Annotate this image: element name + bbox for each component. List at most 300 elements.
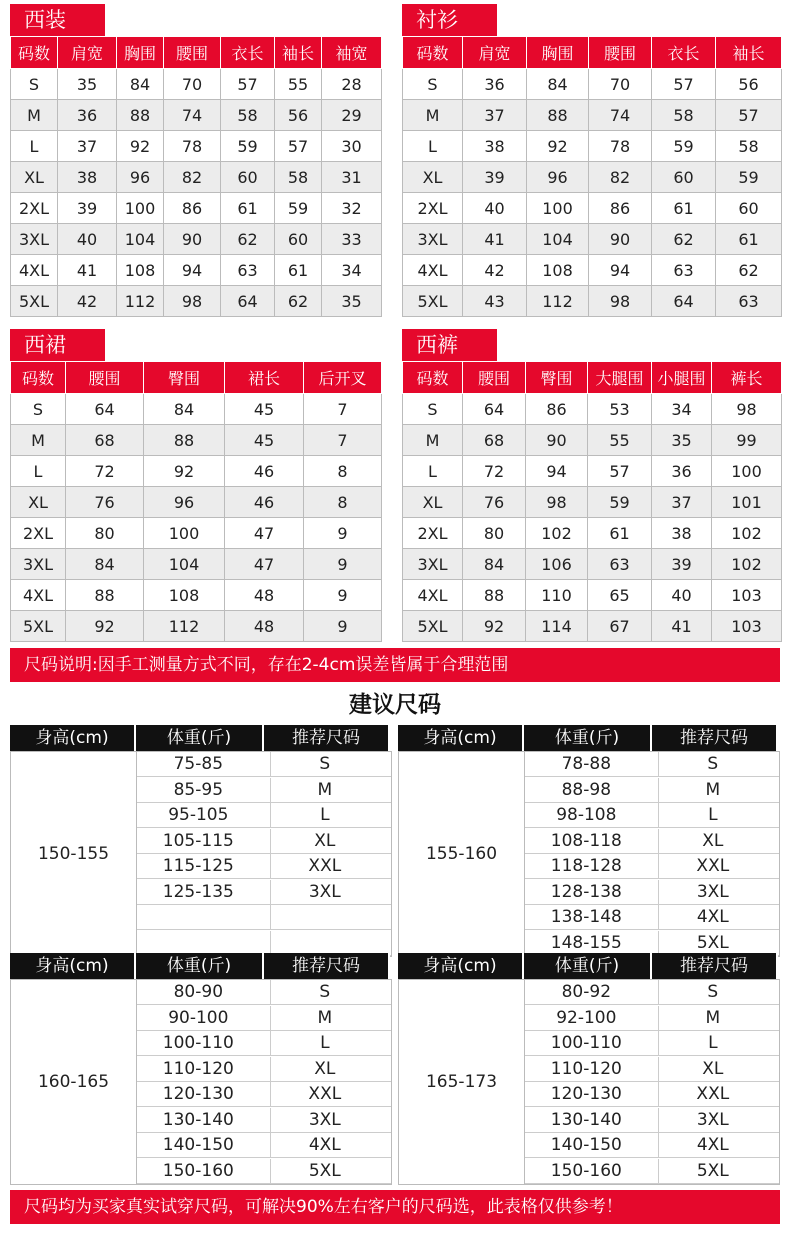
column-header: 码数 <box>11 37 58 69</box>
recommended-size: M <box>705 779 721 800</box>
recommend-column-header: 体重(斤) <box>136 725 264 751</box>
recommend-row <box>137 803 391 828</box>
table-cell: 100 <box>527 193 589 224</box>
recommend-row <box>137 1133 391 1158</box>
recommend-row <box>525 1133 779 1158</box>
table-cell: 55 <box>275 69 322 100</box>
table-row <box>403 162 782 193</box>
recommend-column-header: 推荐尺码 <box>652 725 778 751</box>
table-row <box>11 162 382 193</box>
recommend-block <box>398 751 780 957</box>
table-cell: 29 <box>322 100 382 131</box>
table-cell: 59 <box>221 131 275 162</box>
table-cell: 57 <box>652 69 716 100</box>
table-row <box>11 487 382 518</box>
table-cell: 56 <box>275 100 322 131</box>
table-cell: 76 <box>463 487 526 518</box>
table-cell: 63 <box>588 549 652 580</box>
recommended-size: S <box>707 982 719 1002</box>
table-cell: 103 <box>712 611 782 642</box>
table-cell: 62 <box>221 224 275 255</box>
height-range: 165-173 <box>399 980 525 1184</box>
suit-size-table <box>10 4 382 317</box>
recommended-size: S <box>319 754 331 774</box>
table-cell: 80 <box>463 518 526 549</box>
table-cell: 96 <box>527 162 589 193</box>
table-cell: 36 <box>58 100 117 131</box>
column-header: 衣长 <box>221 37 275 69</box>
table-cell: 70 <box>589 69 652 100</box>
shirt-table-title: 衬衫 <box>402 4 497 36</box>
suit-table-title: 西装 <box>10 4 105 36</box>
table-cell: 62 <box>652 224 716 255</box>
table-cell: 94 <box>164 255 221 286</box>
table-cell: 106 <box>526 549 588 580</box>
table-cell: 96 <box>117 162 164 193</box>
recommend-header-row <box>10 953 390 979</box>
column-header: 腰围 <box>463 362 526 394</box>
recommend-row <box>137 980 391 1005</box>
table-cell: 38 <box>652 518 712 549</box>
table-cell: 37 <box>463 100 527 131</box>
weight-range: 150-160 <box>525 1159 659 1183</box>
table-cell: M <box>403 425 463 456</box>
table-cell: 101 <box>712 487 782 518</box>
weight-range: 150-160 <box>137 1159 271 1183</box>
table-cell: XL <box>11 162 58 193</box>
weight-range: 120-130 <box>525 1082 659 1106</box>
weight-range: 108-118 <box>525 829 659 853</box>
column-header: 胸围 <box>527 37 589 69</box>
table-cell: 57 <box>716 100 782 131</box>
table-cell: 114 <box>526 611 588 642</box>
table-cell: 61 <box>221 193 275 224</box>
table-cell: 45 <box>225 425 304 456</box>
table-row <box>11 394 382 425</box>
table-cell: L <box>403 131 463 162</box>
table-cell: 88 <box>66 580 144 611</box>
table-cell: 100 <box>712 456 782 487</box>
recommend-row <box>525 1031 779 1056</box>
table-cell: 103 <box>712 580 782 611</box>
weight-range: 92-100 <box>525 1006 659 1030</box>
table-cell: 74 <box>589 100 652 131</box>
recommended-size <box>271 931 391 955</box>
recommend-column-header: 推荐尺码 <box>264 725 390 751</box>
footer-note-banner: 尺码均为买家真实试穿尺码，可解决90%左右客户的尺码选，此表格仅供参考！ <box>10 1190 780 1224</box>
recommended-size: 3XL <box>696 1109 729 1130</box>
recommend-row <box>525 980 779 1005</box>
recommend-block <box>10 979 392 1185</box>
weight-range: 75-85 <box>137 752 271 776</box>
recommended-size: L <box>320 805 330 825</box>
column-header: 肩宽 <box>463 37 527 69</box>
recommended-size <box>271 905 391 929</box>
table-cell: 72 <box>66 456 144 487</box>
recommend-header-row <box>398 725 778 751</box>
table-cell: 92 <box>463 611 526 642</box>
table-cell: 53 <box>588 394 652 425</box>
table-cell: 48 <box>225 580 304 611</box>
table-cell: 86 <box>164 193 221 224</box>
column-header: 码数 <box>11 362 66 394</box>
table-cell: 3XL <box>11 549 66 580</box>
skirt-table-grid <box>10 361 382 642</box>
table-cell: 58 <box>275 162 322 193</box>
column-header: 后开叉 <box>304 362 382 394</box>
table-cell: 65 <box>588 580 652 611</box>
table-cell: 39 <box>463 162 527 193</box>
recommend-row <box>137 1159 391 1184</box>
table-cell: 100 <box>117 193 164 224</box>
recommend-row <box>525 829 779 854</box>
column-header: 肩宽 <box>58 37 117 69</box>
table-cell: 84 <box>144 394 225 425</box>
table-cell: 68 <box>66 425 144 456</box>
recommended-size: S <box>707 754 719 774</box>
recommended-size: M <box>317 779 333 800</box>
table-cell: 60 <box>275 224 322 255</box>
table-row <box>403 193 782 224</box>
recommend-row <box>525 880 779 905</box>
table-row <box>403 100 782 131</box>
table-cell: 98 <box>712 394 782 425</box>
table-cell: M <box>403 100 463 131</box>
table-cell: 4XL <box>11 580 66 611</box>
table-row <box>403 224 782 255</box>
table-cell: 2XL <box>403 193 463 224</box>
recommended-size: 4XL <box>696 1135 729 1155</box>
table-cell: 92 <box>66 611 144 642</box>
recommended-size: 3XL <box>308 881 341 902</box>
skirt-size-table <box>10 329 382 642</box>
column-header: 衣长 <box>652 37 716 69</box>
table-cell: 39 <box>58 193 117 224</box>
recommended-size: XL <box>702 830 724 851</box>
table-cell: 46 <box>225 487 304 518</box>
table-cell: 31 <box>322 162 382 193</box>
recommended-size: XXL <box>696 856 730 876</box>
table-row <box>11 224 382 255</box>
weight-range: 110-120 <box>137 1057 271 1081</box>
recommend-column-header: 身高(cm) <box>10 953 136 979</box>
column-header: 裤长 <box>712 362 782 394</box>
column-header: 腰围 <box>66 362 144 394</box>
recommend-row <box>525 1006 779 1031</box>
table-cell: 60 <box>652 162 716 193</box>
weight-range: 115-125 <box>137 854 271 878</box>
column-header: 袖长 <box>716 37 782 69</box>
table-cell: 8 <box>304 456 382 487</box>
recommend-column-header: 身高(cm) <box>398 725 524 751</box>
table-cell: XL <box>11 487 66 518</box>
table-cell: 55 <box>588 425 652 456</box>
table-cell: 100 <box>144 518 225 549</box>
recommend-row <box>137 1031 391 1056</box>
table-cell: 61 <box>275 255 322 286</box>
table-cell: 40 <box>652 580 712 611</box>
weight-range: 105-115 <box>137 829 271 853</box>
table-cell: 3XL <box>11 224 58 255</box>
recommend-row <box>137 1108 391 1133</box>
table-cell: 98 <box>526 487 588 518</box>
recommended-size: L <box>708 805 718 825</box>
table-cell: 41 <box>463 224 527 255</box>
table-cell: 2XL <box>11 193 58 224</box>
recommended-size: 5XL <box>696 932 729 953</box>
table-cell: 41 <box>652 611 712 642</box>
recommend-column-header: 体重(斤) <box>136 953 264 979</box>
table-cell: 60 <box>716 193 782 224</box>
table-cell: S <box>11 394 66 425</box>
recommend-column-header: 身高(cm) <box>398 953 524 979</box>
table-cell: 3XL <box>403 224 463 255</box>
table-cell: 86 <box>526 394 588 425</box>
table-cell: 112 <box>527 286 589 317</box>
recommend-row <box>525 803 779 828</box>
table-cell: 62 <box>275 286 322 317</box>
table-cell: 35 <box>322 286 382 317</box>
recommend-title: 建议尺码 <box>349 692 441 718</box>
recommend-row <box>525 1108 779 1133</box>
table-cell: 46 <box>225 456 304 487</box>
table-cell: 39 <box>652 549 712 580</box>
table-cell: L <box>11 456 66 487</box>
weight-range <box>137 905 271 929</box>
recommend-row <box>525 752 779 777</box>
table-cell: 92 <box>144 456 225 487</box>
recommend-row <box>525 854 779 879</box>
recommended-size: XXL <box>308 1084 342 1104</box>
recommended-size: 3XL <box>308 1109 341 1130</box>
weight-range: 125-135 <box>137 880 271 904</box>
table-cell: 8 <box>304 487 382 518</box>
table-cell: 33 <box>322 224 382 255</box>
weight-range: 98-108 <box>525 803 659 827</box>
table-cell: 35 <box>652 425 712 456</box>
table-cell: 88 <box>117 100 164 131</box>
weight-range: 130-140 <box>525 1108 659 1132</box>
weight-range: 138-148 <box>525 905 659 929</box>
table-cell: 5XL <box>403 286 463 317</box>
weight-range: 85-95 <box>137 778 271 802</box>
table-row <box>11 611 382 642</box>
table-cell: 30 <box>322 131 382 162</box>
table-cell: 78 <box>589 131 652 162</box>
recommended-size: XL <box>314 1058 336 1079</box>
table-cell: 64 <box>221 286 275 317</box>
table-cell: 4XL <box>403 580 463 611</box>
height-range: 160-165 <box>11 980 137 1184</box>
table-cell: 63 <box>716 286 782 317</box>
table-cell: 57 <box>275 131 322 162</box>
recommend-row <box>137 854 391 879</box>
table-cell: 84 <box>463 549 526 580</box>
table-cell: 42 <box>463 255 527 286</box>
weight-range: 90-100 <box>137 1006 271 1030</box>
recommend-row <box>137 905 391 930</box>
table-cell: 108 <box>144 580 225 611</box>
table-cell: XL <box>403 487 463 518</box>
table-cell: 9 <box>304 549 382 580</box>
column-header: 小腿围 <box>652 362 712 394</box>
recommend-row <box>525 1082 779 1107</box>
table-cell: 102 <box>712 549 782 580</box>
recommended-size: 3XL <box>696 881 729 902</box>
table-cell: 84 <box>117 69 164 100</box>
recommended-size: XL <box>314 830 336 851</box>
table-cell: 82 <box>589 162 652 193</box>
table-cell: 61 <box>588 518 652 549</box>
table-cell: 84 <box>66 549 144 580</box>
skirt-table-title: 西裙 <box>10 329 105 361</box>
table-cell: 28 <box>322 69 382 100</box>
table-cell: 4XL <box>11 255 58 286</box>
recommended-size: 4XL <box>308 1135 341 1155</box>
table-cell: 59 <box>275 193 322 224</box>
recommend-header-row <box>10 725 390 751</box>
recommend-column-header: 身高(cm) <box>10 725 136 751</box>
table-cell: 92 <box>117 131 164 162</box>
recommend-row <box>137 829 391 854</box>
weight-range: 140-150 <box>525 1133 659 1157</box>
table-cell: 58 <box>221 100 275 131</box>
table-row <box>11 100 382 131</box>
table-cell: 57 <box>588 456 652 487</box>
table-row <box>11 549 382 580</box>
table-cell: 36 <box>463 69 527 100</box>
recommended-size: 5XL <box>308 1160 341 1181</box>
recommend-row <box>525 931 779 956</box>
weight-range: 100-110 <box>137 1031 271 1055</box>
weight-range: 120-130 <box>137 1082 271 1106</box>
table-cell: 48 <box>225 611 304 642</box>
table-cell: 70 <box>164 69 221 100</box>
recommended-size: XL <box>702 1058 724 1079</box>
column-header: 臀围 <box>144 362 225 394</box>
table-cell: L <box>11 131 58 162</box>
table-cell: S <box>403 69 463 100</box>
recommended-size: L <box>708 1033 718 1053</box>
recommend-column-header: 体重(斤) <box>524 953 652 979</box>
table-cell: 35 <box>58 69 117 100</box>
table-row <box>403 580 782 611</box>
table-cell: M <box>11 425 66 456</box>
table-cell: 5XL <box>403 611 463 642</box>
table-cell: 90 <box>589 224 652 255</box>
table-row <box>11 286 382 317</box>
recommended-size: 5XL <box>696 1160 729 1181</box>
table-cell: 38 <box>463 131 527 162</box>
table-cell: 112 <box>117 286 164 317</box>
recommend-row <box>525 905 779 930</box>
table-cell: 90 <box>164 224 221 255</box>
table-cell: 7 <box>304 394 382 425</box>
table-cell: 90 <box>526 425 588 456</box>
column-header: 码数 <box>403 362 463 394</box>
table-cell: 63 <box>652 255 716 286</box>
weight-range: 78-88 <box>525 752 659 776</box>
recommend-row <box>137 1057 391 1082</box>
weight-range: 95-105 <box>137 803 271 827</box>
table-cell: 86 <box>589 193 652 224</box>
recommend-column-header: 推荐尺码 <box>264 953 390 979</box>
table-cell: 32 <box>322 193 382 224</box>
table-cell: 64 <box>652 286 716 317</box>
table-cell: 96 <box>144 487 225 518</box>
table-cell: 9 <box>304 518 382 549</box>
recommended-size: XXL <box>308 856 342 876</box>
table-cell: 34 <box>322 255 382 286</box>
table-row <box>11 425 382 456</box>
weight-range: 148-155 <box>525 931 659 955</box>
table-cell: 104 <box>117 224 164 255</box>
recommend-row <box>137 778 391 803</box>
pants-table-grid <box>402 361 782 642</box>
column-header: 腰围 <box>164 37 221 69</box>
weight-range: 130-140 <box>137 1108 271 1132</box>
recommend-row <box>525 1159 779 1184</box>
recommend-row <box>525 1057 779 1082</box>
table-cell: 57 <box>221 69 275 100</box>
height-range: 155-160 <box>399 752 525 956</box>
table-cell: XL <box>403 162 463 193</box>
suit-table-grid <box>10 36 382 317</box>
recommended-size: S <box>319 982 331 1002</box>
weight-range: 118-128 <box>525 854 659 878</box>
table-cell: L <box>403 456 463 487</box>
table-cell: 98 <box>164 286 221 317</box>
table-cell: 99 <box>712 425 782 456</box>
table-cell: 102 <box>712 518 782 549</box>
measurement-note-banner: 尺码说明:因手工测量方式不同，存在2-4cm误差皆属于合理范围 <box>10 648 780 682</box>
table-row <box>403 286 782 317</box>
table-cell: 38 <box>58 162 117 193</box>
recommend-row <box>137 880 391 905</box>
table-cell: 47 <box>225 518 304 549</box>
table-cell: 92 <box>527 131 589 162</box>
column-header: 大腿围 <box>588 362 652 394</box>
recommend-block <box>398 979 780 1185</box>
shirt-table-grid <box>402 36 782 317</box>
table-cell: 60 <box>221 162 275 193</box>
table-cell: 3XL <box>403 549 463 580</box>
shirt-size-table <box>402 4 782 317</box>
pants-size-table <box>402 329 782 642</box>
table-cell: 59 <box>716 162 782 193</box>
table-cell: 74 <box>164 100 221 131</box>
table-cell: 94 <box>589 255 652 286</box>
column-header: 臀围 <box>526 362 588 394</box>
table-cell: 40 <box>58 224 117 255</box>
table-cell: 61 <box>716 224 782 255</box>
table-row <box>403 456 782 487</box>
column-header: 腰围 <box>589 37 652 69</box>
table-cell: 56 <box>716 69 782 100</box>
recommended-size: L <box>320 1033 330 1053</box>
table-row <box>11 131 382 162</box>
table-cell: 64 <box>66 394 144 425</box>
table-cell: 4XL <box>403 255 463 286</box>
table-cell: 58 <box>716 131 782 162</box>
table-cell: 43 <box>463 286 527 317</box>
table-cell: 40 <box>463 193 527 224</box>
weight-range: 80-90 <box>137 980 271 1004</box>
weight-range: 100-110 <box>525 1031 659 1055</box>
table-cell: 7 <box>304 425 382 456</box>
table-row <box>11 518 382 549</box>
table-row <box>403 611 782 642</box>
